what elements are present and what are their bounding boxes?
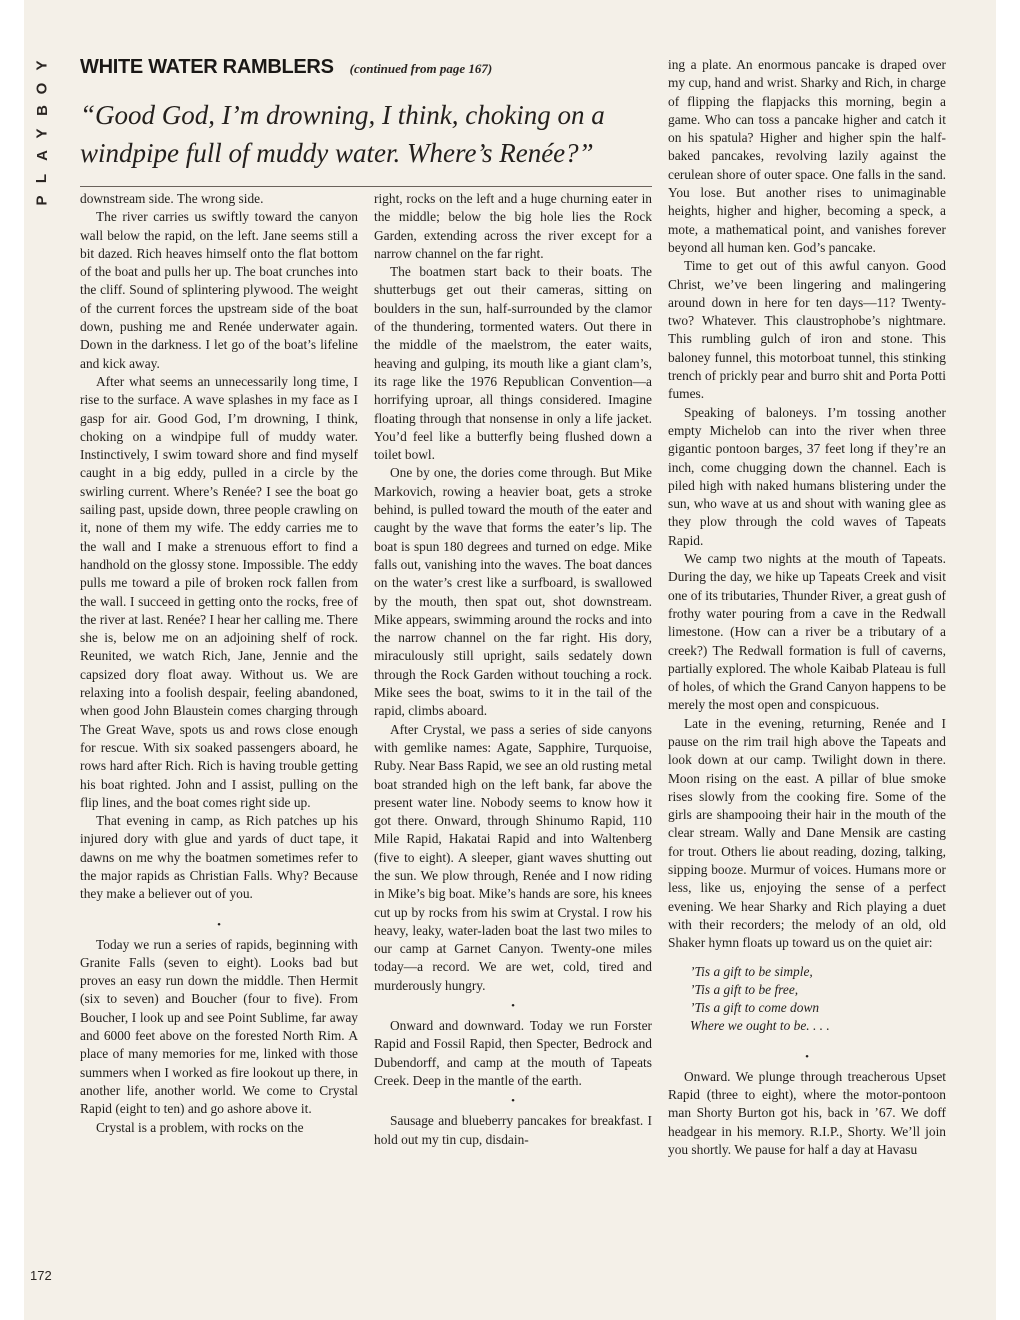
paragraph: Onward and downward. Today we run Forster Rapid and Fossil Rapid, then Specter, Bedrock and Dubendorff, and camp at the mouth of Tapeats Creek. Deep in the mantle of the earth. — [374, 1018, 652, 1088]
feature-title: WHITE WATER RAMBLERS — [80, 56, 334, 78]
verse-line: Where we ought to be. . . . — [690, 1018, 830, 1034]
paragraph: The boatmen start back to their boats. The shutterbugs get out their cameras, sitting on boulders in the sun, half-surrounded by the clamor of the thundering, tormented waters. Out there in the middle of the maelstrom, the eater waits, heaving and gulping, its mouth like a giant clam’s, its rage like the 1976 Republican Convention—a horrifying uproar, all things considered. Imagine floating through that nonsense in only a life jacket. You’d feel like a butterfly being flushed down a toilet bowl. — [374, 264, 652, 463]
article-header — [80, 56, 652, 86]
continued-note: (continued from page 167) — [349, 61, 493, 76]
paragraph: Late in the evening, returning, Renée and I pause on the rim trail high above the Tapeats and look down at our camp. Twilight down in there. Moon rising on the east. A pillar of blue smoke rises slowly from the cooking fire. Some of the girls are shampooing their hair in the mouth of the clear stream. Wally and Dane Mensik are casting for trout. Others lie about reading, dozing, talking, sipping booze. Murmur of voices. Humans more or less, like us, enjoying the sense of a perfect evening. We hear Sharky and Rich playing a duet with their recorders; the melody of an old, old Shaker hymn floats up toward us on the quiet air: — [668, 715, 946, 951]
magazine-letter: Y — [33, 60, 51, 71]
paragraph: Speaking of baloneys. I’m tossing another empty Michelob can into the river when three gigantic pontoon barges, 37 feet long if they’re an inch, come chugging down the channel. Each is piled high with naked humans blistering under the sun, who wave at us and shout with waning glee as they plow through the cold waves of Tapeats Rapid. — [668, 404, 946, 548]
verse-line: ’Tis a gift to be simple, — [690, 963, 813, 979]
paragraph: right, rocks on the left and a huge churning eater in the middle; below the big hole lies the Rock Garden, extending across the river except for a narrow channel on the far right. — [374, 191, 652, 261]
text-column-3 — [668, 56, 946, 1288]
pull-quote-rule — [80, 186, 652, 187]
paragraph: Today we run a series of rapids, beginning with Granite Falls (seven to eight). Looks bad but proves an easy run down the middle. Then Hermit (six to seven) and Boucher (four to five). From Boucher, I look up and see Point Sublime, far away and 6000 feet above on the forested North Rim. A place of many memories for me, linked with those summers when I worked as fire lookout up there, in another life, another world. We come to Crystal Rapid (eight to ten) and go ashore above it. — [80, 936, 358, 1117]
section-spacer — [668, 953, 946, 963]
magazine-letter: O — [33, 82, 51, 94]
magazine-letter: A — [33, 150, 51, 161]
magazine-letter: L — [33, 173, 51, 183]
paragraph: That evening in camp, as Rich patches up his injured dory with glue and yards of duct tape, it dawns on me why the boatmen sometimes refer to the major rapids as Christian Falls. Why? Because they make a believer out of you. — [80, 813, 358, 902]
magazine-letter: Y — [33, 127, 51, 139]
section-spacer — [80, 904, 358, 914]
page-number: 172 — [30, 1268, 52, 1283]
paragraph: After Crystal, we pass a series of side canyons with gemlike names: Agate, Sapphire, Turquoise, Ruby. Near Bass Rapid, we see an old rusting metal boat stranded high on the left bank, far above the present water line. Nobody seems to know how it got there. Onward, through Shinumo Rapid, 110 Mile Rapid, Hakatai Rapid and into Waltenberg (five to eight). A sleeper, giant waves shutting out the sun. We plow through, Renée and I now riding in Mike’s big boat. Mike’s hands are sore, his knees cut up by rocks from his swim at Crystal. I row his heavy, leaky, water-laden boat the last two miles to our camp at Garnet Canyon. Twenty-one miles today—a record. We are wet, cold, tired and murderously hungry. — [374, 721, 652, 993]
paragraph: One by one, the dories come through. But Mike Markovich, rowing a heavier boat, gets a stroke behind, is pulled toward the mouth of the eater and caught by the wave that forms the eater’s lip. The boat is spun 180 degrees and turned on edge. Mike falls out, vanishing into the waves. The boat dances on the water’s crest like a surfboard, is swallowed by the mouth, then spat out, shot downstream. Mike appears, swimming around the rocks and into the narrow channel on the far right. His dory, miraculously still upright, sails sedately down through the Rock Garden without touching a rock. Mike sees the boat, swims to it in the tail of the rapid, climbs aboard. — [374, 465, 652, 719]
section-bullet: • — [217, 918, 221, 931]
magazine-letter: B — [33, 105, 51, 116]
magazine-letter: P — [33, 195, 51, 206]
paragraph: downstream side. The wrong side. — [80, 191, 264, 206]
verse-line: ’Tis a gift to be free, — [690, 981, 799, 997]
section-bullet: • — [511, 1000, 515, 1013]
paragraph: The river carries us swiftly toward the canyon wall below the rapid, on the left. Jane seems still a bit dazed. Rich heaves himself onto the flat bottom of the boat and pulls her up. The boat crunches into the cliff. Sound of splintering plywood. The weight of the current forces the upstream side of the boat down, pushing me and Renée underwater again. Down in the darkness. I let go of the boat’s lifeline and kick away. — [80, 209, 358, 371]
hymn-verse — [668, 963, 946, 1036]
paragraph: We camp two nights at the mouth of Tapeats. During the day, we hike up Tapeats Creek and visit one of its tributaries, Thunder River, a great gush of frothy water pouring from a cave in the Redwall limestone. (How can a river be a tributary of a creek?) The Redwall formation is full of caverns, partially explored. The whole Kaibab Plateau is full of holes, of which the Grand Canyon happens to be merely the most open and conspicuous. — [668, 551, 946, 713]
section-spacer — [668, 1036, 946, 1046]
text-column-1 — [80, 190, 358, 1288]
verse-line: ’Tis a gift to come down — [690, 1000, 820, 1016]
magazine-name-vertical — [30, 58, 54, 208]
paragraph: ing a plate. An enormous pancake is draped over my cup, hand and wrist. Sharky and Rich, in charge of flipping the flapjacks this morning, begin a game. Who can toss a pancake higher and catch it on his spatula? Higher and higher spin the half-baked pancakes, revolving lazily against the cerulean shore of outer space. One falls in the sand. You lose. But another rises to unimaginable heights, higher and higher, becoming a speck, a mote, a mathematical point, and vanishes forever beyond all human ken. God’s pancake. — [668, 57, 946, 255]
pull-quote: “Good God, I’m drowning, I think, choking on a windpipe full of muddy water. Where’s Renée?” — [80, 100, 605, 168]
paragraph: Sausage and blueberry pancakes for breakfast. I hold out my tin cup, disdain- — [374, 1113, 652, 1147]
paragraph: Onward. We plunge through treacherous Upset Rapid (three to eight), where the motor-pontoon man Shorty Burton got his, back in ’67. We doff headgear in his memory. R.I.P., Shorty. We’ll join you shortly. We pause for half a day at Havasu — [668, 1068, 946, 1157]
paragraph: After what seems an unnecessarily long time, I rise to the surface. A wave splashes in my face as I gasp for air. Good God, I’m drowning, I think, choking on a windpipe full of muddy water. Instinctively, I swim toward shore and find myself caught in a big eddy, pulled in a circle by the swirling current. Where’s Renée? I see the boat go sailing past, upside down, three people crawling on it, none of them my wife. The eddy carries me to the wall and I make a strenuous effort to find a handhold on the glossy stone. Impossible. The eddy pulls me toward a pile of broken rock fallen from the wall. I succeed in getting onto the rocks, free of the river at last. Renée? I hear her calling me. There she is, below me on an adjoining shelf of rock. Reunited, we watch Rich, Jane, Jennie and the capsized dory float away. Without us. We are relaxing into a foolish despair, feeling abandoned, when good John Blaustein comes charging through The Great Wave, spots us and rows close enough for rescue. With six soaked passengers aboard, he rows hard after Rich. Rich is having trouble getting his boat righted. John and I assist, pulling on the flip lines, and the boat comes right side up. — [80, 373, 358, 810]
section-bullet: • — [511, 1095, 515, 1108]
section-bullet: • — [805, 1050, 809, 1063]
paragraph: Time to get out of this awful canyon. Good Christ, we’ve been lingering and malingering around down in here for ten days—11? Twenty-two? Whatever. This claustrophobe’s nightmare. This rumbling gulch of iron and stone. This baloney funnel, this motorboat tunnel, this stinking trench of prickly pear and burro shit and Porta Potti fumes. — [668, 258, 946, 402]
text-column-2 — [374, 190, 652, 1288]
paragraph: Crystal is a problem, with rocks on the — [96, 1119, 304, 1135]
